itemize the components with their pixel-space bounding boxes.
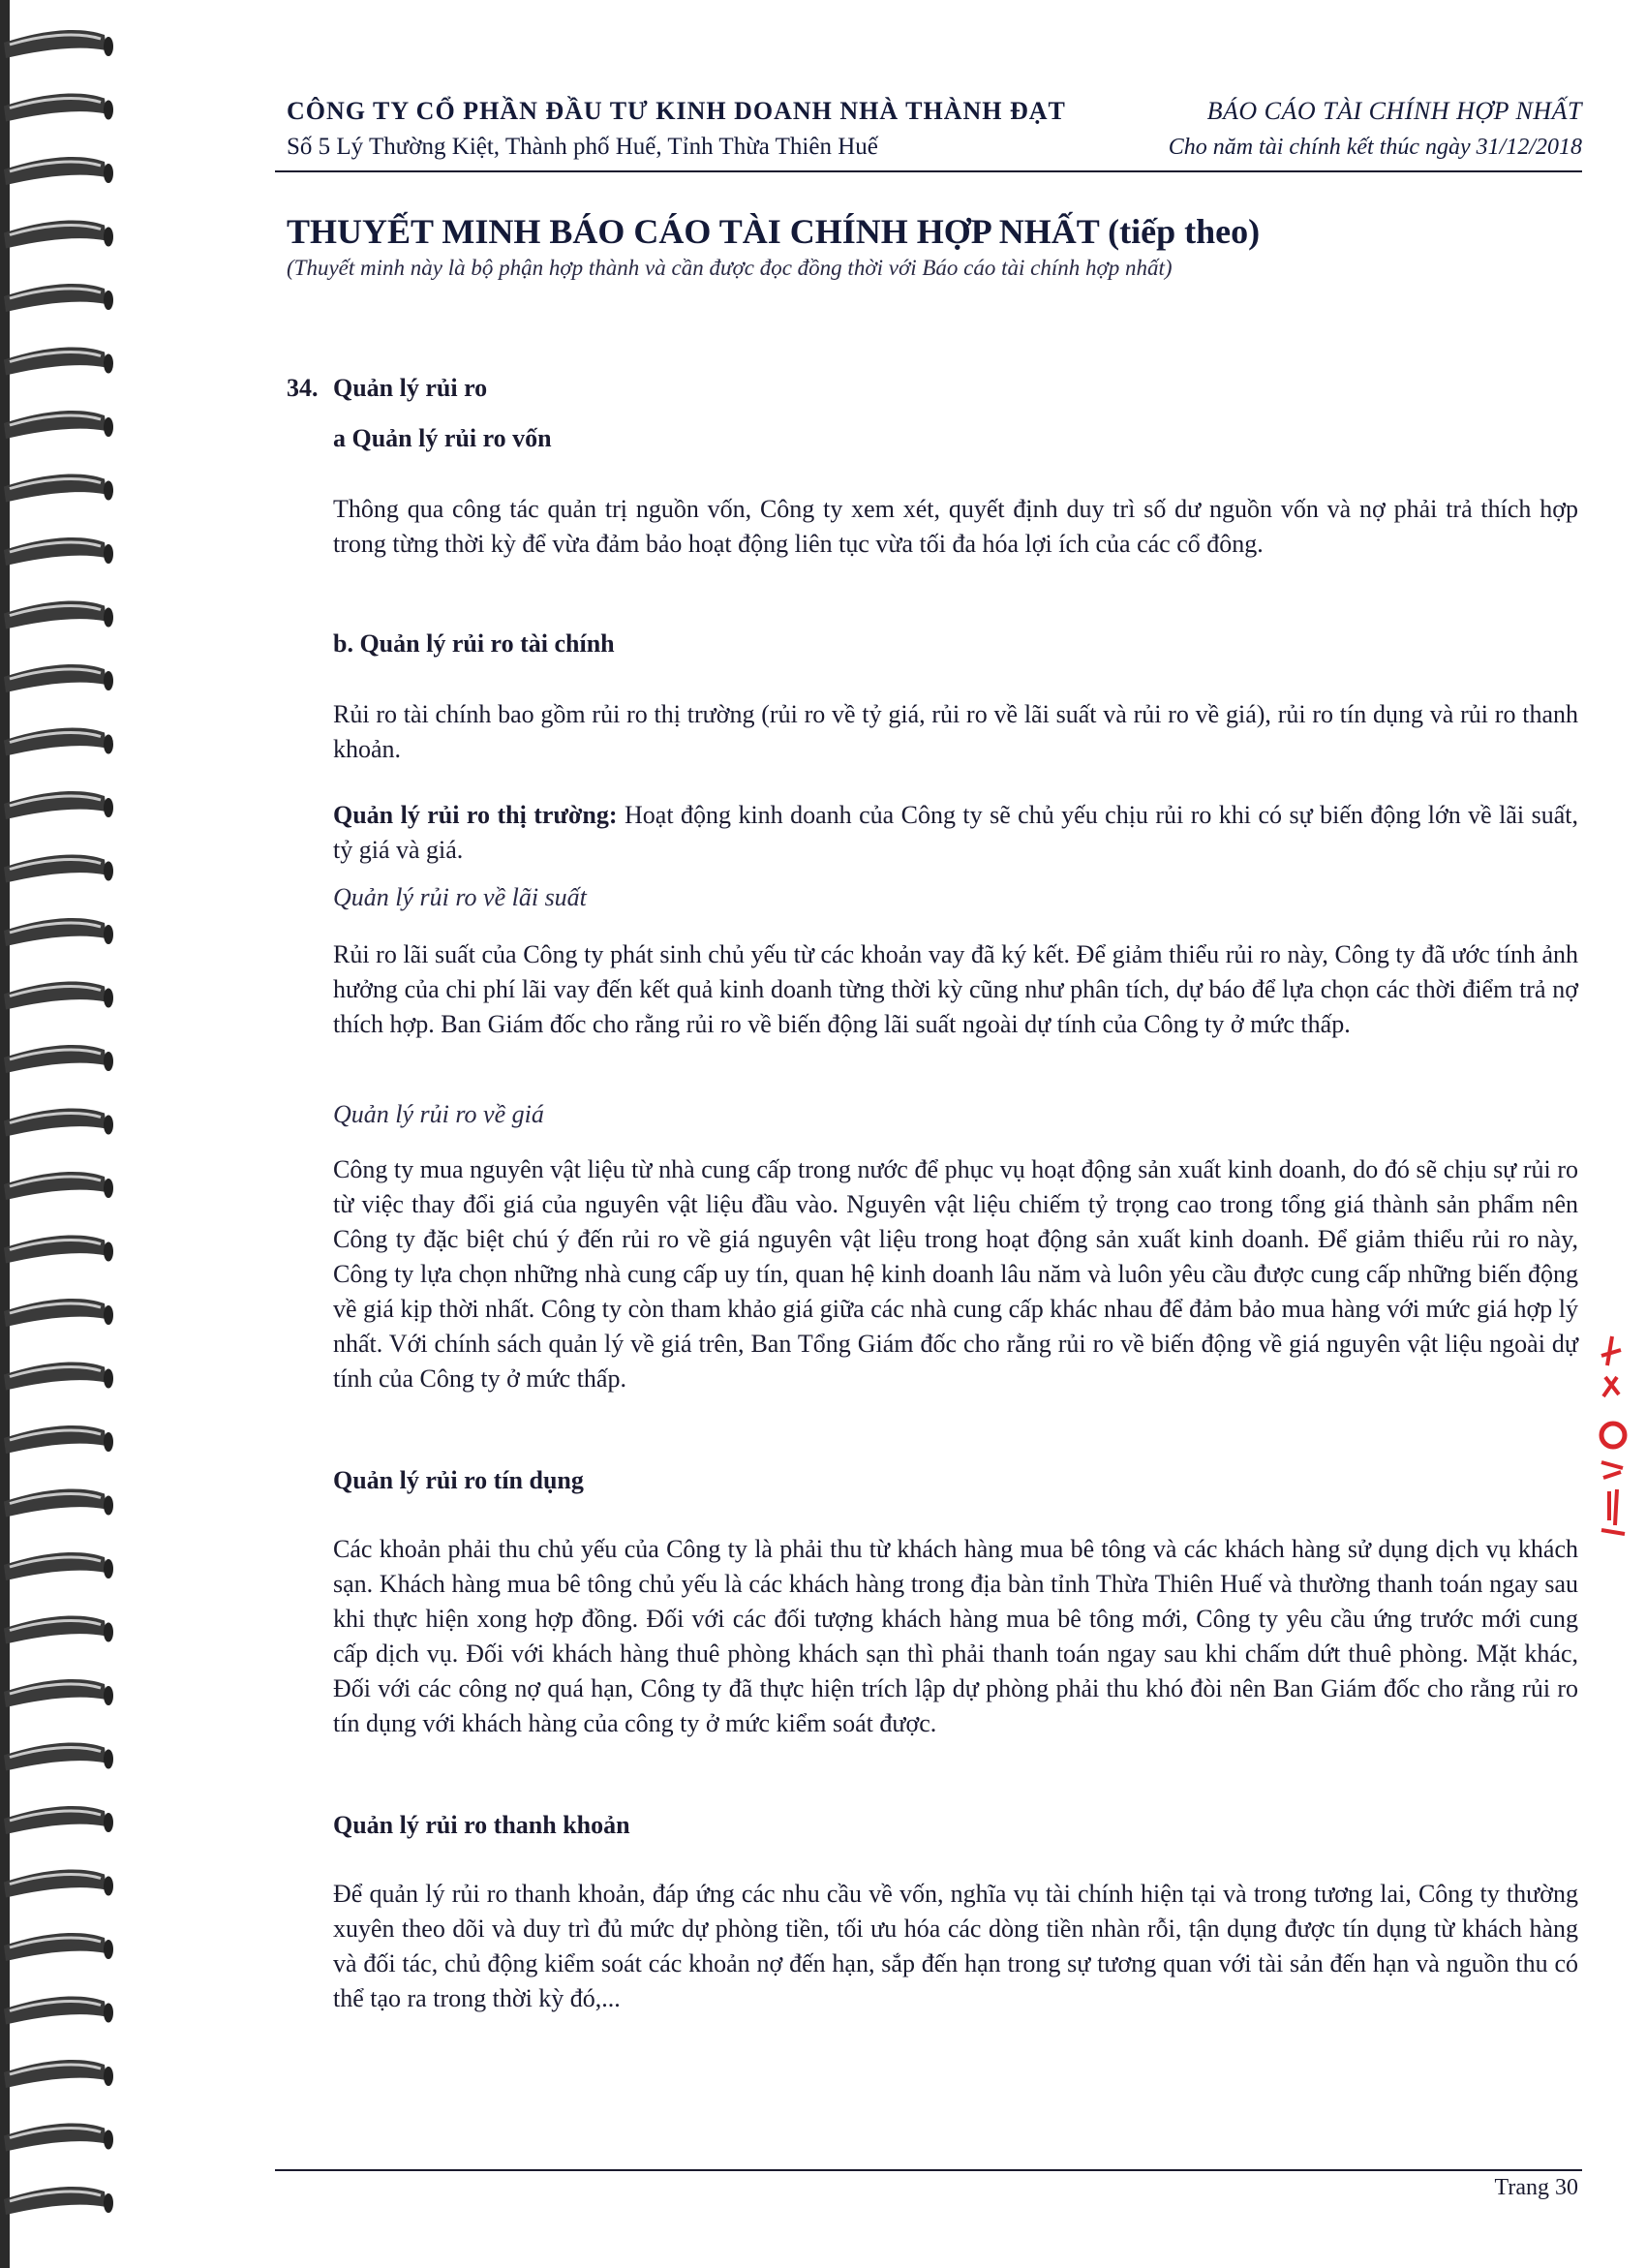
binding-ring: [4, 918, 113, 946]
page-title: THUYẾT MINH BÁO CÁO TÀI CHÍNH HỢP NHẤT (tiếp theo): [287, 212, 1261, 251]
binding-ring: [4, 600, 113, 628]
header-line-2: [287, 134, 1582, 161]
company-address: Số 5 Lý Thường Kiệt, Thành phố Huế, Tỉnh Thừa Thiên Huế: [287, 134, 878, 160]
liquidity-risk-text: Để quản lý rủi ro thanh khoản, đáp ứng các nhu cầu về vốn, nghĩa vụ tài chính hiện tại và trong tương lai, Công ty thường xuyên theo dõi và duy trì đủ mức dự phòng tiền, tối ưu hóa các dòng tiền nhàn rỗi, tận dụng được tín dụng từ khách hàng và đối tác, chủ động kiểm soát các khoản nợ đến hạn, sắp đến hạn trong sự tương quan với tài sản đến hạn và nguồn thu có thể tạo ra trong thời kỳ đó,...: [333, 1880, 1578, 2012]
binding-ring: [4, 157, 113, 185]
binding-ring: [4, 411, 113, 439]
red-handwritten-mark: [1588, 1327, 1636, 1549]
header-line-1: [287, 97, 1582, 126]
binding-ring: [4, 1933, 113, 1961]
binding-ring: [4, 854, 113, 882]
capital-risk-heading: a Quản lý rủi ro vốn: [333, 424, 552, 452]
binding-ring: [4, 1045, 113, 1073]
binding-ring: [4, 1806, 113, 1834]
binding-ring: [4, 1108, 113, 1136]
binding-ring: [4, 1488, 113, 1517]
price-risk-text: Công ty mua nguyên vật liệu từ nhà cung cấp trong nước để phục vụ hoạt động sản xuất kinh doanh, do đó sẽ chịu sự rủi ro từ việc thay đổi giá của nguyên vật liệu đầu vào. Nguyên vật liệu chiếm tỷ trọng cao trong tổng giá thành sản phẩm nên Công ty đặc biệt chú ý đến rủi ro về giá nguyên vật liệu trong hoạt động sản xuất kinh doanh. Để giảm thiểu rủi ro này, Công ty lựa chọn những nhà cung cấp uy tín, quan hệ kinh doanh lâu năm và luôn yêu cầu được cung cấp những biến động về giá kịp thời nhất. Công ty còn tham khảo giá giữa các nhà cung cấp khác nhau để đảm bảo mua hàng với mức giá hợp lý nhất. Với chính sách quản lý về giá trên, Ban Tổng Giám đốc cho rằng rủi ro về biến động về giá nguyên vật liệu ngoài dự tính của Công ty ở mức thấp.: [333, 1155, 1578, 1393]
binding-ring: [4, 1235, 113, 1263]
credit-risk-text: Các khoản phải thu chủ yếu của Công ty là phải thu từ khách hàng mua bê tông và các khách hàng sử dụng dịch vụ khách sạn. Khách hàng mua bê tông chủ yếu là các khách hàng trong địa bàn tỉnh Thừa Thiên Huế và thường thanh toán ngay sau khi thực hiện xong hợp đồng. Đối với các đối tượng khách hàng mua bê tông mới, Công ty yêu cầu ứng trước mới cung cấp dịch vụ. Đối với khách hàng thuê phòng khách sạn thì phải thanh toán ngay sau khi chấm dứt thuê phòng. Mặt khác, Đối với các công nợ quá hạn, Công ty đã thực hiện trích lập dự phòng phải thu khó đòi nên Ban Giám đốc cho rằng rủi ro tín dụng với khách hàng của công ty ở mức kiểm soát được.: [333, 1535, 1578, 1737]
binding-ring: [4, 1996, 113, 2024]
binding-ring: [4, 1362, 113, 1390]
header-divider: [275, 170, 1582, 172]
capital-risk-text: Thông qua công tác quản trị nguồn vốn, Công ty xem xét, quyết định duy trì số dư nguồn vốn và nợ phải trả thích hợp trong từng thời kỳ để vừa đảm bảo hoạt động liên tục vừa tối đa hóa lợi ích của các cổ đông.: [333, 495, 1578, 558]
footer-divider: [275, 2169, 1582, 2171]
binding-ring: [4, 284, 113, 312]
interest-risk-text: Rủi ro lãi suất của Công ty phát sinh chủ yếu từ các khoản vay đã ký kết. Để giảm thiểu rủi ro này, Công ty đã ước tính ảnh hưởng của chi phí lãi vay đến kết quả kinh doanh từng thời kỳ cũng như phân tích, dự báo để lựa chọn các thời điểm trả nợ thích hợp. Ban Giám đốc cho rằng rủi ro về biến động lãi suất ngoài dự tính của Công ty ở mức thấp.: [333, 940, 1578, 1038]
binding-ring: [4, 1299, 113, 1327]
binding-ring: [4, 93, 113, 121]
binding-ring: [4, 30, 113, 58]
binding-ring: [4, 2187, 113, 2215]
binding-ring: [4, 1615, 113, 1643]
binding-ring: [4, 791, 113, 819]
binding-ring: [4, 2060, 113, 2088]
binding-ring: [4, 1869, 113, 1897]
binding-ring: [4, 1742, 113, 1770]
binding-ring: [4, 664, 113, 692]
binding-ring: [4, 1172, 113, 1200]
binding-ring: [4, 474, 113, 502]
report-name: BÁO CÁO TÀI CHÍNH HỢP NHẤT: [1206, 97, 1582, 125]
company-name: CÔNG TY CỔ PHẦN ĐẦU TƯ KINH DOANH NHÀ THÀNH ĐẠT: [287, 97, 1066, 125]
market-risk-text: Hoạt động kinh doanh của Công ty sẽ chủ yếu chịu rủi ro khi có sự biến động lớn về lãi suất, tỷ giá và giá.: [333, 801, 1578, 864]
binding-ring: [4, 1552, 113, 1580]
market-risk-paragraph: [333, 798, 1578, 868]
interest-risk-heading: Quản lý rủi ro về lãi suất: [333, 883, 587, 911]
financial-risk-text: Rủi ro tài chính bao gồm rủi ro thị trường (rủi ro về tỷ giá, rủi ro về lãi suất và rủi ro về giá), rủi ro tín dụng và rủi ro thanh khoản.: [333, 700, 1578, 763]
binding-ring: [4, 727, 113, 755]
liquidity-risk-heading: Quản lý rủi ro thanh khoản: [333, 1811, 630, 1839]
page-subtitle: (Thuyết minh này là bộ phận hợp thành và cần được đọc đồng thời với Báo cáo tài chính hợp nhất): [287, 256, 1173, 280]
section-number: 34.: [287, 374, 319, 402]
binding-ring: [4, 1679, 113, 1707]
market-risk-lead: Quản lý rủi ro thị trường:: [333, 801, 618, 829]
financial-risk-heading: b. Quản lý rủi ro tài chính: [333, 629, 615, 658]
report-period: Cho năm tài chính kết thúc ngày 31/12/2018: [1168, 135, 1582, 160]
section-heading: Quản lý rủi ro: [333, 374, 488, 402]
page-number: Trang 30: [1494, 2175, 1578, 2200]
binding-ring: [4, 220, 113, 248]
price-risk-heading: Quản lý rủi ro về giá: [333, 1100, 544, 1128]
binding-ring: [4, 537, 113, 566]
credit-risk-heading: Quản lý rủi ro tín dụng: [333, 1466, 584, 1494]
binding-ring: [4, 1425, 113, 1454]
spiral-binding: [0, 0, 116, 2268]
binding-ring: [4, 981, 113, 1009]
binding-ring: [4, 347, 113, 375]
binding-ring: [4, 2123, 113, 2151]
